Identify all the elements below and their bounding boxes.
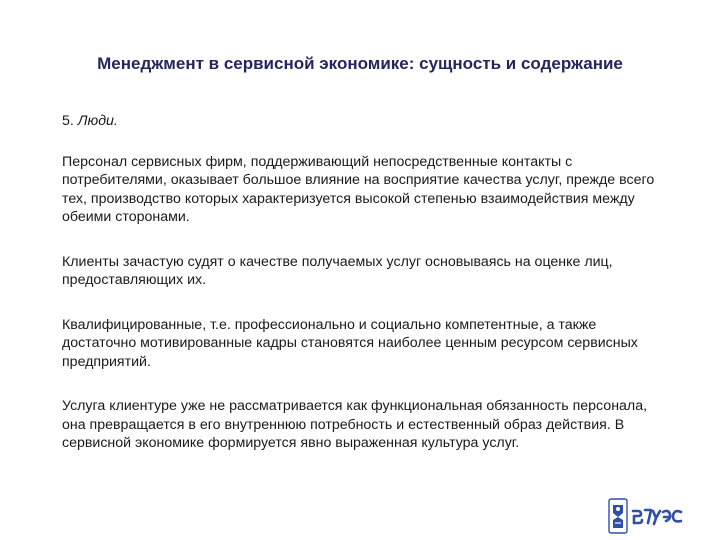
paragraph-service-culture: Услуга клиентуре уже не рассматривается как функциональная обязанность персонала, она превращается в его внутреннюю потребность и естественный образ действия. В сервисной экономике формируется явно выраженная культура услуг.	[62, 398, 648, 451]
paragraph-staff-contact: Персонал сервисных фирм, поддерживающий непосредственные контакты с потребителями, оказывает большое влияние на восприятие качества услуг, прежде всего тех, производство которых характеризуется высокой степенью взаимодействия между обеими сторонами.	[62, 153, 655, 225]
university-logo-icon	[608, 497, 684, 535]
slide-content	[62, 112, 662, 479]
logo-lettering-icon	[633, 510, 681, 524]
slide-title: Менеджмент в сервисной экономике: сущность и содержание	[97, 54, 623, 73]
paragraph-qualified-staff: Квалифицированные, т.е. профессионально и социально компетентные, а также достаточно мотивированные кадры становятся наиболее ценным ресурсом сервисных предприятий.	[62, 316, 638, 370]
section-word: Люди.	[77, 113, 118, 129]
paragraph-clients-judge: Клиенты зачастую судят о качестве получаемых услуг основываясь на оценке лиц, предоставляющих их.	[62, 253, 613, 288]
section-number: 5.	[62, 113, 74, 129]
emblem-icon	[609, 499, 627, 533]
section-heading	[62, 112, 662, 131]
